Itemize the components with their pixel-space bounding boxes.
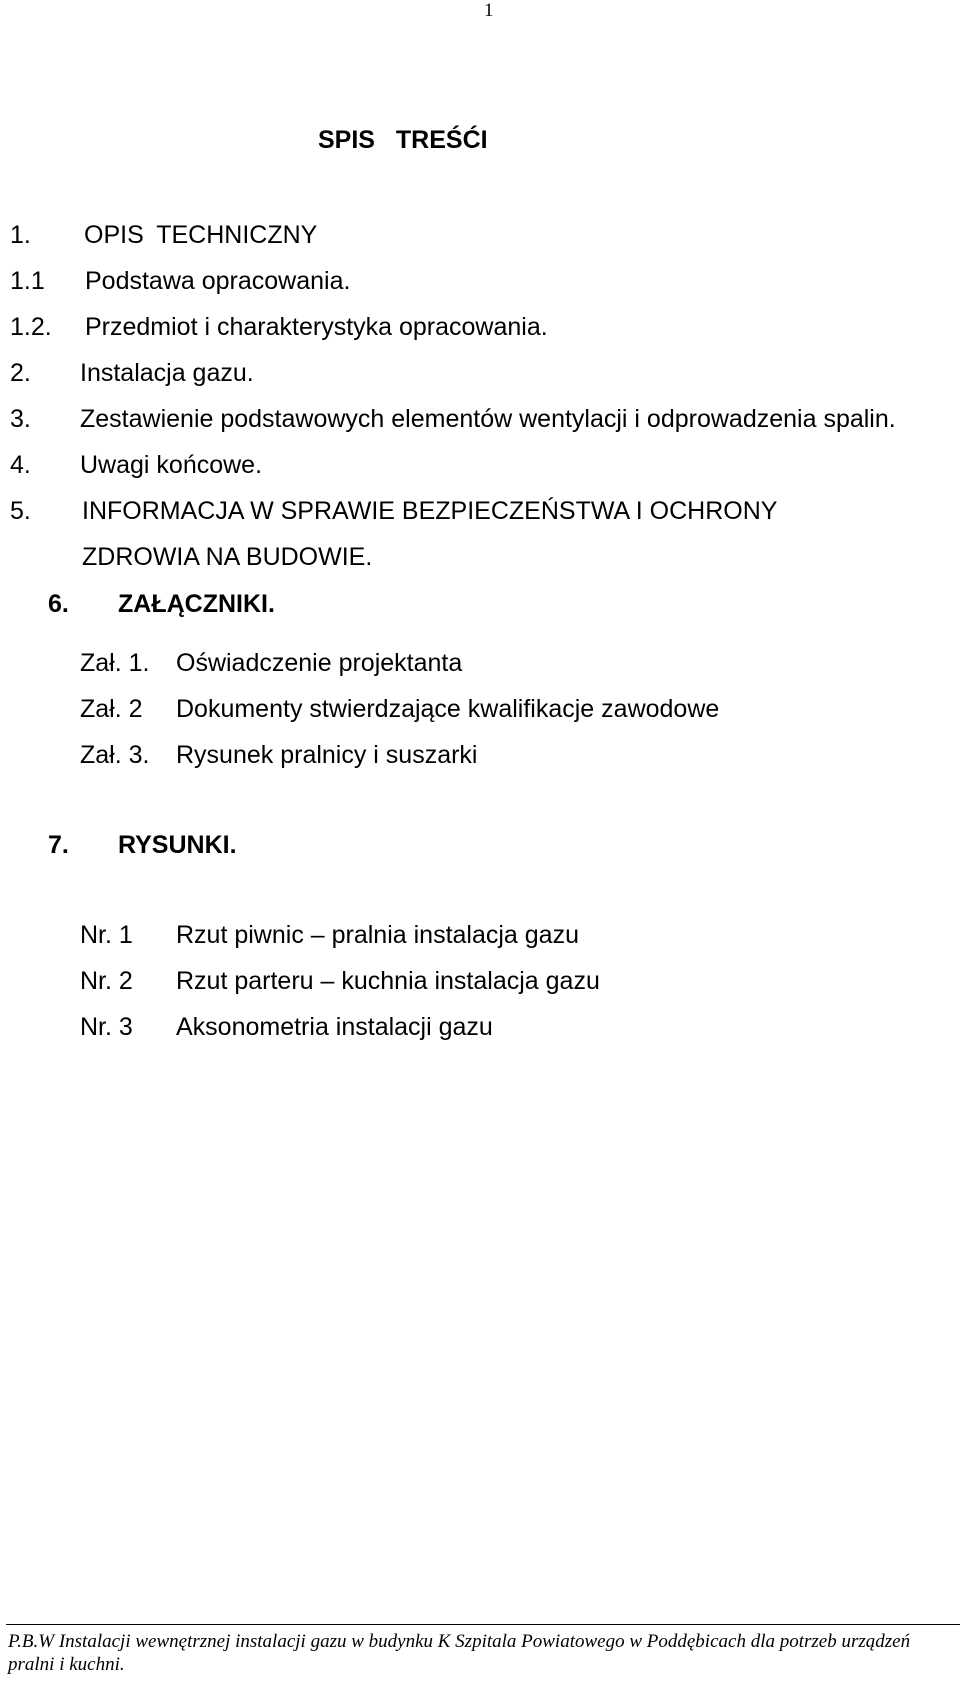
toc-text: Podstawa opracowania.: [85, 267, 351, 295]
toc-number: 1.2.: [10, 313, 52, 341]
page-title: SPIS TREŚĆI: [318, 126, 488, 154]
toc-item-1-1: [10, 264, 350, 298]
attachment-item: [80, 738, 478, 772]
attachment-number: Zał. 3.: [80, 741, 150, 769]
toc-text: Przedmiot i charakterystyka opracowania.: [85, 313, 548, 341]
drawing-text: Rzut parteru – kuchnia instalacja gazu: [176, 967, 600, 995]
drawing-item: [80, 918, 579, 952]
attachment-number: Zał. 2: [80, 695, 143, 723]
toc-item-2: [10, 356, 254, 390]
drawing-text: Rzut piwnic – pralnia instalacja gazu: [176, 921, 579, 949]
toc-item-1: [10, 218, 317, 252]
toc-text: RYSUNKI.: [118, 831, 237, 859]
drawing-text: Aksonometria instalacji gazu: [176, 1013, 493, 1041]
toc-number: 1.1: [10, 267, 45, 295]
page-number: 1: [484, 0, 494, 21]
toc-text: Instalacja gazu.: [80, 359, 254, 387]
toc-item-1-2: [10, 310, 548, 344]
toc-number: 3.: [10, 405, 31, 433]
toc-text: OPIS TECHNICZNY: [84, 221, 318, 249]
toc-text: INFORMACJA W SPRAWIE BEZPIECZEŃSTWA I OCHRONY: [82, 497, 778, 525]
footer-text: P.B.W Instalacji wewnętrznej instalacji gazu w budynku K Szpitala Powiatowego w Poddębicach dla potrzeb urządzeń pralni i kuchni.: [8, 1631, 911, 1675]
attachment-number: Zał. 1.: [80, 649, 150, 677]
toc-number: 6.: [48, 590, 69, 618]
drawing-number: Nr. 3: [80, 1013, 133, 1041]
footer-rule: [6, 1624, 960, 1625]
drawing-number: Nr. 2: [80, 967, 133, 995]
drawing-item: [80, 964, 600, 998]
toc-number: 4.: [10, 451, 31, 479]
toc-item-5-continuation: ZDROWIA NA BUDOWIE.: [82, 543, 373, 571]
toc-number: 1.: [10, 221, 31, 249]
toc-text: Zestawienie podstawowych elementów wentylacji i odprowadzenia spalin.: [80, 405, 896, 433]
toc-item-4: [10, 448, 262, 482]
attachment-text: Rysunek pralnicy i suszarki: [176, 741, 478, 769]
toc-item-6: [48, 587, 275, 621]
toc-item-5: [10, 494, 777, 528]
toc-item-3: [10, 402, 896, 436]
toc-number: 2.: [10, 359, 31, 387]
toc-item-7: [48, 828, 237, 862]
toc-text: Uwagi końcowe.: [80, 451, 263, 479]
toc-number: 7.: [48, 831, 69, 859]
drawing-item: [80, 1010, 493, 1044]
attachment-text: Dokumenty stwierdzające kwalifikacje zawodowe: [176, 695, 720, 723]
toc-number: 5.: [10, 497, 31, 525]
toc-text: ZAŁĄCZNIKI.: [118, 590, 275, 618]
attachment-item: [80, 692, 719, 726]
attachment-text: Oświadczenie projektanta: [176, 649, 463, 677]
attachment-item: [80, 646, 462, 680]
drawing-number: Nr. 1: [80, 921, 133, 949]
